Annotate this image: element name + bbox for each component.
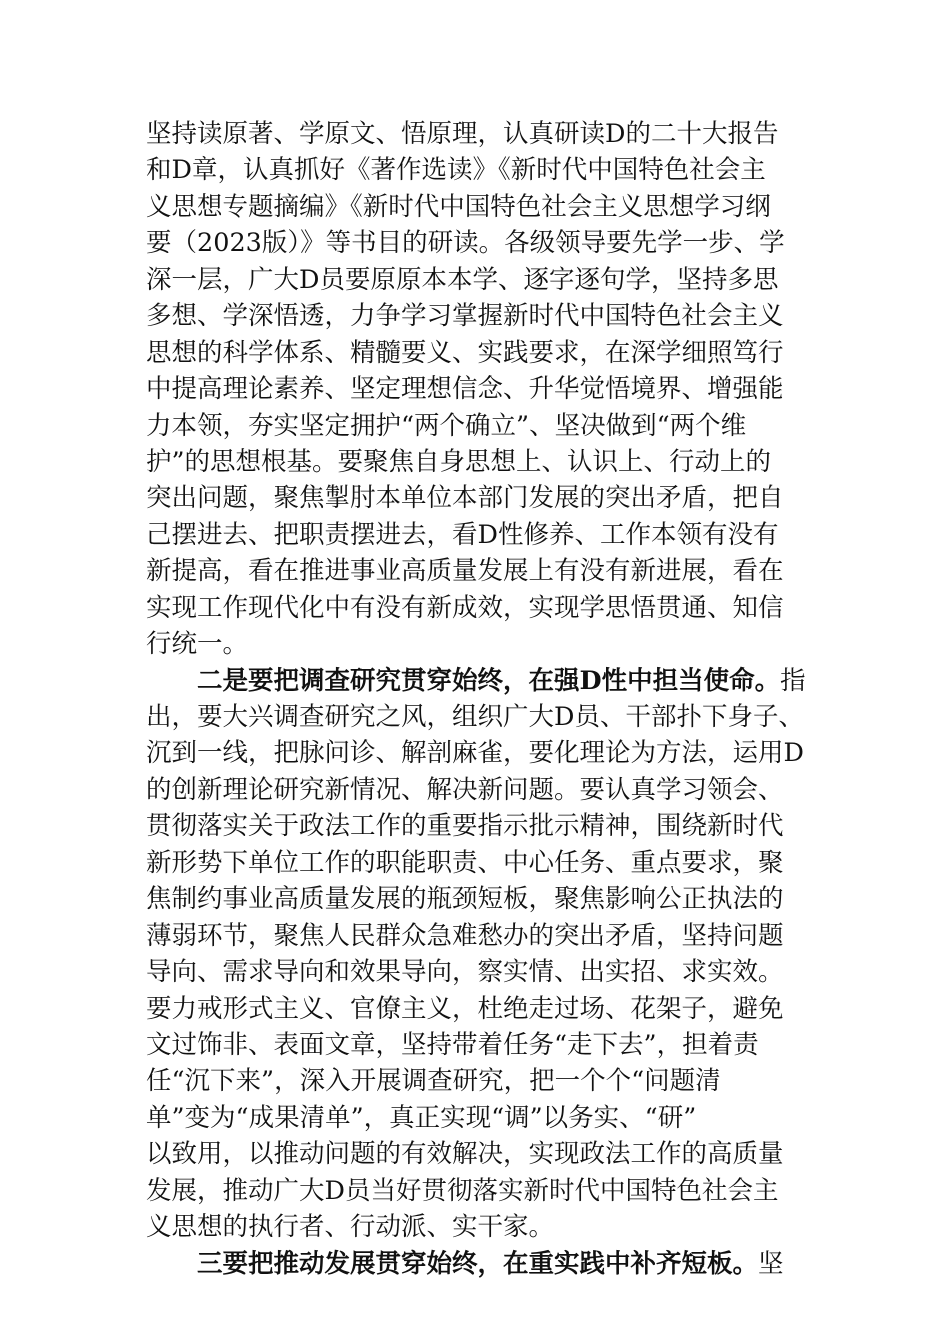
paragraph-line: 义思想专题摘编》《新时代中国特色社会主义思想学习纲: [146, 191, 771, 222]
paragraph-line: 行统一。: [146, 629, 249, 660]
paragraph-text: 坚: [758, 1248, 784, 1279]
paragraph-line: 力本领，夯实坚定拥护“两个确立”、坚决做到“两个维: [146, 410, 747, 441]
paragraph-line: 深一层，广大D员要原原本本学、逐字逐句学，坚持多思: [146, 264, 779, 295]
paragraph-line: 中提高理论素养、坚定理想信念、升华觉悟境界、增强能: [146, 374, 784, 405]
paragraph-line: 实现工作现代化中有没有新成效，实现学思悟贯通、知信: [146, 592, 784, 623]
paragraph-text: 指: [780, 665, 806, 696]
paragraph-line: 发展，推动广大D员当好贯彻落实新时代中国特色社会主: [146, 1175, 779, 1206]
paragraph-line: 要力戒形式主义、官僚主义，杜绝走过场、花架子，避免: [146, 993, 784, 1024]
paragraph-line: 坚持读原著、学原文、悟原理，认真研读D的二十大报告: [146, 119, 779, 149]
section-heading: 三要把推动发展贯穿始终，在重实践中补齐短板。: [197, 1248, 759, 1279]
paragraph-line: 和D章，认真抓好《著作选读》《新时代中国特色社会主: [146, 155, 766, 186]
paragraph-line: 要（2023版）》等书目的研读。各级领导要先学一步、学: [146, 228, 785, 259]
paragraph-line: 护”的思想根基。要聚焦自身思想上、认识上、行动上的: [146, 446, 772, 477]
paragraph-line: 思想的科学体系、精髓要义、实践要求，在深学细照笃行: [146, 337, 784, 368]
document-body: [146, 116, 806, 1282]
paragraph-line: 的创新理论研究新情况、解决新问题。要认真学习领会、: [146, 774, 784, 805]
paragraph-line: 多想、学深悟透，力争学习掌握新时代中国特色社会主义: [146, 301, 784, 332]
paragraph-first-line: [146, 663, 806, 699]
paragraph-line: 己摆进去、把职责摆进去，看D性修养、工作本领有没有: [146, 519, 779, 550]
paragraph-first-line: [146, 1246, 806, 1282]
paragraph-line: 突出问题，聚焦掣肘本单位本部门发展的突出矛盾，把自: [146, 483, 784, 514]
section-heading: 二是要把调查研究贯穿始终，在强D性中担当使命。: [197, 665, 781, 696]
paragraph-line: 新提高，看在推进事业高质量发展上有没有新进展，看在: [146, 556, 784, 587]
paragraph-line: 新形势下单位工作的职能职责、中心任务、重点要求，聚: [146, 847, 784, 878]
paragraph-line: 文过饰非、表面文章，坚持带着任务“走下去”，担着责: [146, 1029, 759, 1060]
paragraph-line: 义思想的执行者、行动派、实干家。: [146, 1212, 555, 1243]
paragraph-line: 薄弱环节，聚焦人民群众急难愁办的突出矛盾，坚持问题: [146, 920, 784, 951]
paragraph-line: 任“沉下来”，深入开展调查研究，把一个个“问题清: [146, 1066, 721, 1097]
paragraph-line: 以致用，以推动问题的有效解决，实现政法工作的高质量: [146, 1139, 784, 1170]
paragraph-line: 出，要大兴调查研究之风，组织广大D员、干部扑下身子、: [146, 702, 804, 732]
paragraph-line: 焦制约事业高质量发展的瓶颈短板，聚焦影响公正执法的: [146, 884, 784, 915]
paragraph-line: 沉到一线，把脉问诊、解剖麻雀，要化理论为方法，运用D: [146, 738, 804, 769]
paragraph-line: 导向、需求导向和效果导向，察实情、出实招、求实效。: [146, 957, 784, 988]
paragraph-line: 单”变为“成果清单”，真正实现“调”以务实、“研”: [146, 1102, 697, 1133]
paragraph-line: 贯彻落实关于政法工作的重要指示批示精神，围绕新时代: [146, 811, 784, 842]
